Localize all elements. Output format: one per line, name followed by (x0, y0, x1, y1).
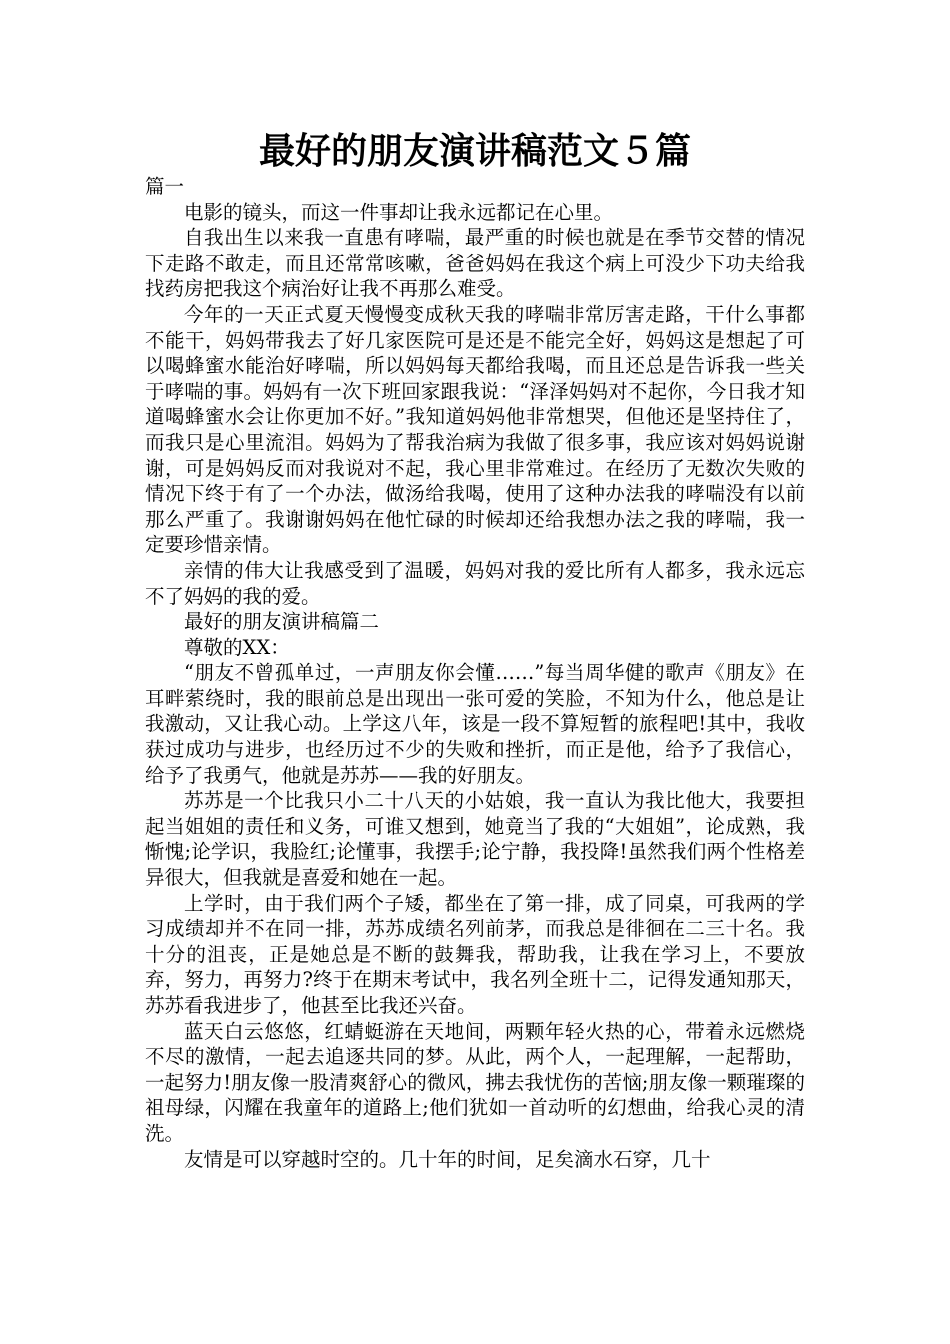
section-heading: 最好的朋友演讲稿篇二 (184, 610, 380, 634)
document-body (145, 174, 805, 1172)
paragraph: 上学时，由于我们两个子矮，都坐在了第一排，成了同桌，可我两的学习成绩却并不在同一排，苏苏成绩名列前茅，而我总是徘徊在二三十名。我十分的沮丧，正是她总是不断的鼓舞我，帮助我，让我在学习上，不要放弃，努力，再努力?终于在期末考试中，我名列全班十二，记得发通知那天，苏苏看我进步了，他甚至比我还兴奋。 (145, 891, 805, 1017)
paragraph: 蓝天白云悠悠，红蜻蜓游在天地间，两颗年轻火热的心，带着永远燃烧不尽的激情，一起去追逐共同的梦。从此，两个人，一起理解，一起帮助，一起努力!朋友像一股清爽舒心的微风，拂去我忧伤的苦恼;朋友像一颗璀璨的祖母绿，闪耀在我童年的道路上;他们犹如一首动听的幻想曲，给我心灵的清洗。 (145, 1019, 805, 1145)
paragraph: 电影的镜头，而这一件事却让我永远都记在心里。 (184, 200, 614, 224)
paragraph: 自我出生以来我一直患有哮喘，最严重的时候也就是在季节交替的情况下走路不敢走，而且还常常咳嗽，爸爸妈妈在我这个病上可没少下功夫给我找药房把我这个病治好让我不再那么难受。 (145, 226, 805, 301)
salutation: 尊敬的XX： (184, 635, 290, 659)
section-heading: 篇一 (145, 175, 185, 198)
paragraph: 今年的一天正式夏天慢慢变成秋天我的哮喘非常厉害走路，干什么事都不能干，妈妈带我去了好几家医院可是还是不能完全好，妈妈这是想起了可以喝蜂蜜水能治好哮喘，所以妈妈每天都给我喝，而且还总是告诉我一些关于哮喘的事。妈妈有一次下班回家跟我说：“泽泽妈妈对不起你，今日我才知道喝蜂蜜水会让你更加不好。”我知道妈妈他非常想哭，但他还是坚持住了，而我只是心里流泪。妈妈为了帮我治病为我做了很多事，我应该对妈妈说谢谢，可是妈妈反而对我说对不起，我心里非常难过。在经历了无数次失败的情况下终于有了一个办法，做汤给我喝，使用了这种办法我的哮喘没有以前那么严重了。我谢谢妈妈在他忙碌的时候却还给我想办法之我的哮喘，我一定要珍惜亲情。 (145, 302, 805, 557)
paragraph: “朋友不曾孤单过，一声朋友你会懂……”每当周华健的歌声《朋友》在耳畔萦绕时，我的眼前总是出现出一张可爱的笑脸，不知为什么，他总是让我激动，又让我心动。上学这八年，该是一段不算短暂的旅程吧!其中，我收获过成功与进步，也经历过不少的失败和挫折，而正是他，给予了我信心，给予了我勇气，他就是苏苏——我的好朋友。 (145, 661, 805, 787)
paragraph: 亲情的伟大让我感受到了温暖，妈妈对我的爱比所有人都多，我永远忘不了妈妈的我的爱。 (145, 558, 805, 608)
paragraph: 友情是可以穿越时空的。几十年的时间，足矣滴水石穿，几十 (184, 1147, 711, 1171)
paragraph: 苏苏是一个比我只小二十八天的小姑娘，我一直认为我比他大，我要担起当姐姐的责任和义务，可谁又想到，她竟当了我的“大姐姐”，论成熟，我惭愧;论学识，我脸红;论懂事，我摆手;论宁静，我投降!虽然我们两个性格差异很大，但我就是喜爱和她在一起。 (145, 789, 805, 890)
document-title: 最好的朋友演讲稿范文５篇 (258, 131, 691, 172)
